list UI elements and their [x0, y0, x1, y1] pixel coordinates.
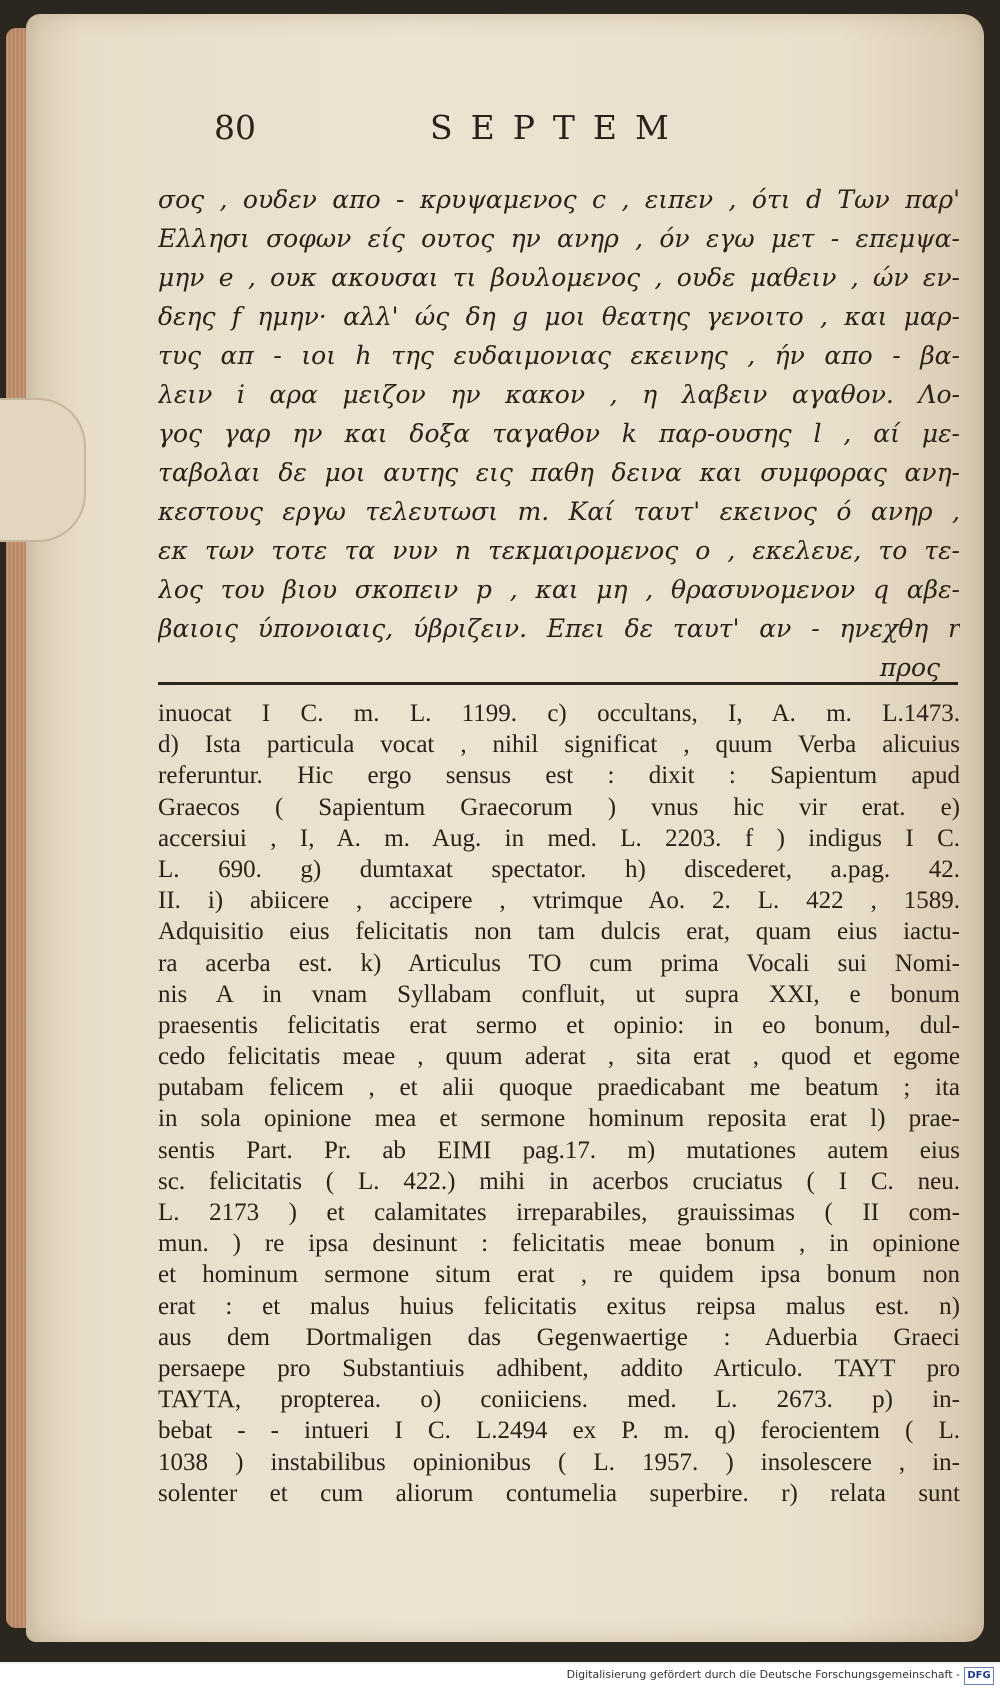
- footnote-line: cedo felicitatis meae , quum aderat , sita erat , quod et egome: [158, 1043, 960, 1071]
- footnotes-block: [158, 698, 960, 1509]
- footnote-line: in sola opinione mea et sermone hominum reposita erat l) prae-: [158, 1105, 960, 1133]
- footnote-line: praesentis felicitatis erat sermo et opinio: in eo bonum, dul-: [158, 1011, 960, 1039]
- greek-line: Ελλησι σοφων είς ουτος ην ανηρ , όν εγω μετ - επεμψα-: [158, 224, 960, 253]
- footnote-line: Adquisitio eius felicitatis non tam dulcis erat, quam eius iactu-: [158, 918, 960, 946]
- catchword: προς: [879, 653, 940, 682]
- greek-line: τυς απ - ιοι h της ευδαιμονιας εκεινης , ήν απο - βα-: [158, 341, 960, 370]
- footnote-line: d) Ista particula vocat , nihil significat , quum Verba alicuius: [158, 731, 960, 759]
- greek-line: βαιοις ύπονοιαις, ύβριζειν. Επει δε ταυτ' αν - ηνεχθη r: [158, 614, 960, 643]
- greek-line: εκ των τοτε τα νυν n τεκμαιρομενος o , εκελευε, το τε-: [158, 536, 960, 565]
- footnote-line: Graecos ( Sapientum Graecorum ) vnus hic vir erat. e): [158, 793, 960, 821]
- footnote-line: ra acerba est. k) Articulus TO cum prima Vocali sui Nomi-: [158, 949, 960, 977]
- greek-line: γος γαρ ην και δοξα ταγαθον k παρ-ουσης l , αί με-: [158, 419, 960, 448]
- greek-text-block: [158, 180, 960, 687]
- footnote-line: nis A in vnam Syllabam confluit, ut supra XXI, e bonum: [158, 980, 960, 1008]
- footnote-line: erat : et malus huius felicitatis exitus reipsa malus est. n): [158, 1292, 960, 1320]
- page-number: 80: [214, 108, 256, 147]
- running-title: SEPTEM: [430, 108, 687, 147]
- footnote-line: persaepe pro Substantiuis adhibent, addito Articulo. ΤΑΥΤ pro: [158, 1354, 960, 1382]
- dfg-logo-icon: DFG: [964, 1667, 994, 1685]
- footnote-line: referuntur. Hic ergo sensus est : dixit : Sapientum apud: [158, 762, 960, 790]
- greek-line: λειν i αρα μειζον ην κακον , η λαβειν αγαθον. Λο-: [158, 380, 960, 409]
- footnote-line: inuocat I C. m. L. 1199. c) occultans, I, A. m. L.1473.: [158, 700, 960, 727]
- footnote-line: et hominum sermone situm erat , re quidem ipsa bonum non: [158, 1261, 960, 1289]
- footnote-line: aus dem Dortmaligen das Gegenwaertige : Aduerbia Graeci: [158, 1323, 960, 1351]
- greek-line: δεης f ημην· αλλ' ώς δη g μοι θεατης γενοιτο , και μαρ-: [158, 302, 960, 331]
- footnote-line: bebat - - intueri I C. L.2494 ex P. m. q) ferocientem ( L.: [158, 1417, 960, 1445]
- footnote-line: L. 2173 ) et calamitates irreparabiles, grauissimas ( II com-: [158, 1199, 960, 1226]
- greek-line: μην e , ουκ ακουσαι τι βουλομενος , ουδε μαθειν , ών εν-: [158, 263, 960, 292]
- footnote-line: putabam felicem , et alii quoque praedicabant me beatum ; ita: [158, 1074, 960, 1102]
- footnote-line: 1038 ) instabilibus opinionibus ( L. 1957. ) insolescere , in-: [158, 1448, 960, 1476]
- thumb-index-tab: [0, 398, 86, 542]
- greek-line: κεστους εργω τελευτωσι m. Καί ταυτ' εκεινος ό ανηρ ,: [158, 497, 960, 526]
- footnote-line: II. i) abiicere , accipere , vtrimque Ao. 2. L. 422 , 1589.: [158, 887, 960, 915]
- footnote-line: ΤΑΥΤΑ, propterea. o) coniiciens. med. L. 2673. p) in-: [158, 1386, 960, 1414]
- footnote-line: sentis Part. Pr. ab ΕΙΜΙ pag.17. m) mutationes autem eius: [158, 1136, 960, 1164]
- digitization-footer: [0, 1664, 1000, 1689]
- greek-line: λος του βιου σκοπειν p , και μη , θρασυνομενον q αβε-: [158, 575, 960, 604]
- page-header: [0, 108, 1000, 152]
- greek-line: ταβολαι δε μοι αυτης εις παθη δεινα και συμφορας ανη-: [158, 458, 960, 487]
- footnote-line: solenter et cum aliorum contumelia superbire. r) relata sunt: [158, 1479, 960, 1507]
- footnote-line: accersiui , I, A. m. Aug. in med. L. 2203. f ) indigus I C.: [158, 824, 960, 852]
- footnote-line: L. 690. g) dumtaxat spectator. h) discederet, a.pag. 42.: [158, 855, 960, 883]
- greek-line: σος , ουδεν απο - κρυψαμενος c , ειπεν , ότι d Των παρ': [158, 185, 960, 214]
- footer-credit-text: Digitalisierung gefördert durch die Deutsche Forschungsgemeinschaft -: [566, 1668, 960, 1681]
- footnote-line: sc. felicitatis ( L. 422.) mihi in acerbos cruciatus ( I C. neu.: [158, 1167, 960, 1195]
- footnote-line: mun. ) re ipsa desinunt : felicitatis meae bonum , in opinione: [158, 1230, 960, 1258]
- footnote-divider: [158, 682, 958, 685]
